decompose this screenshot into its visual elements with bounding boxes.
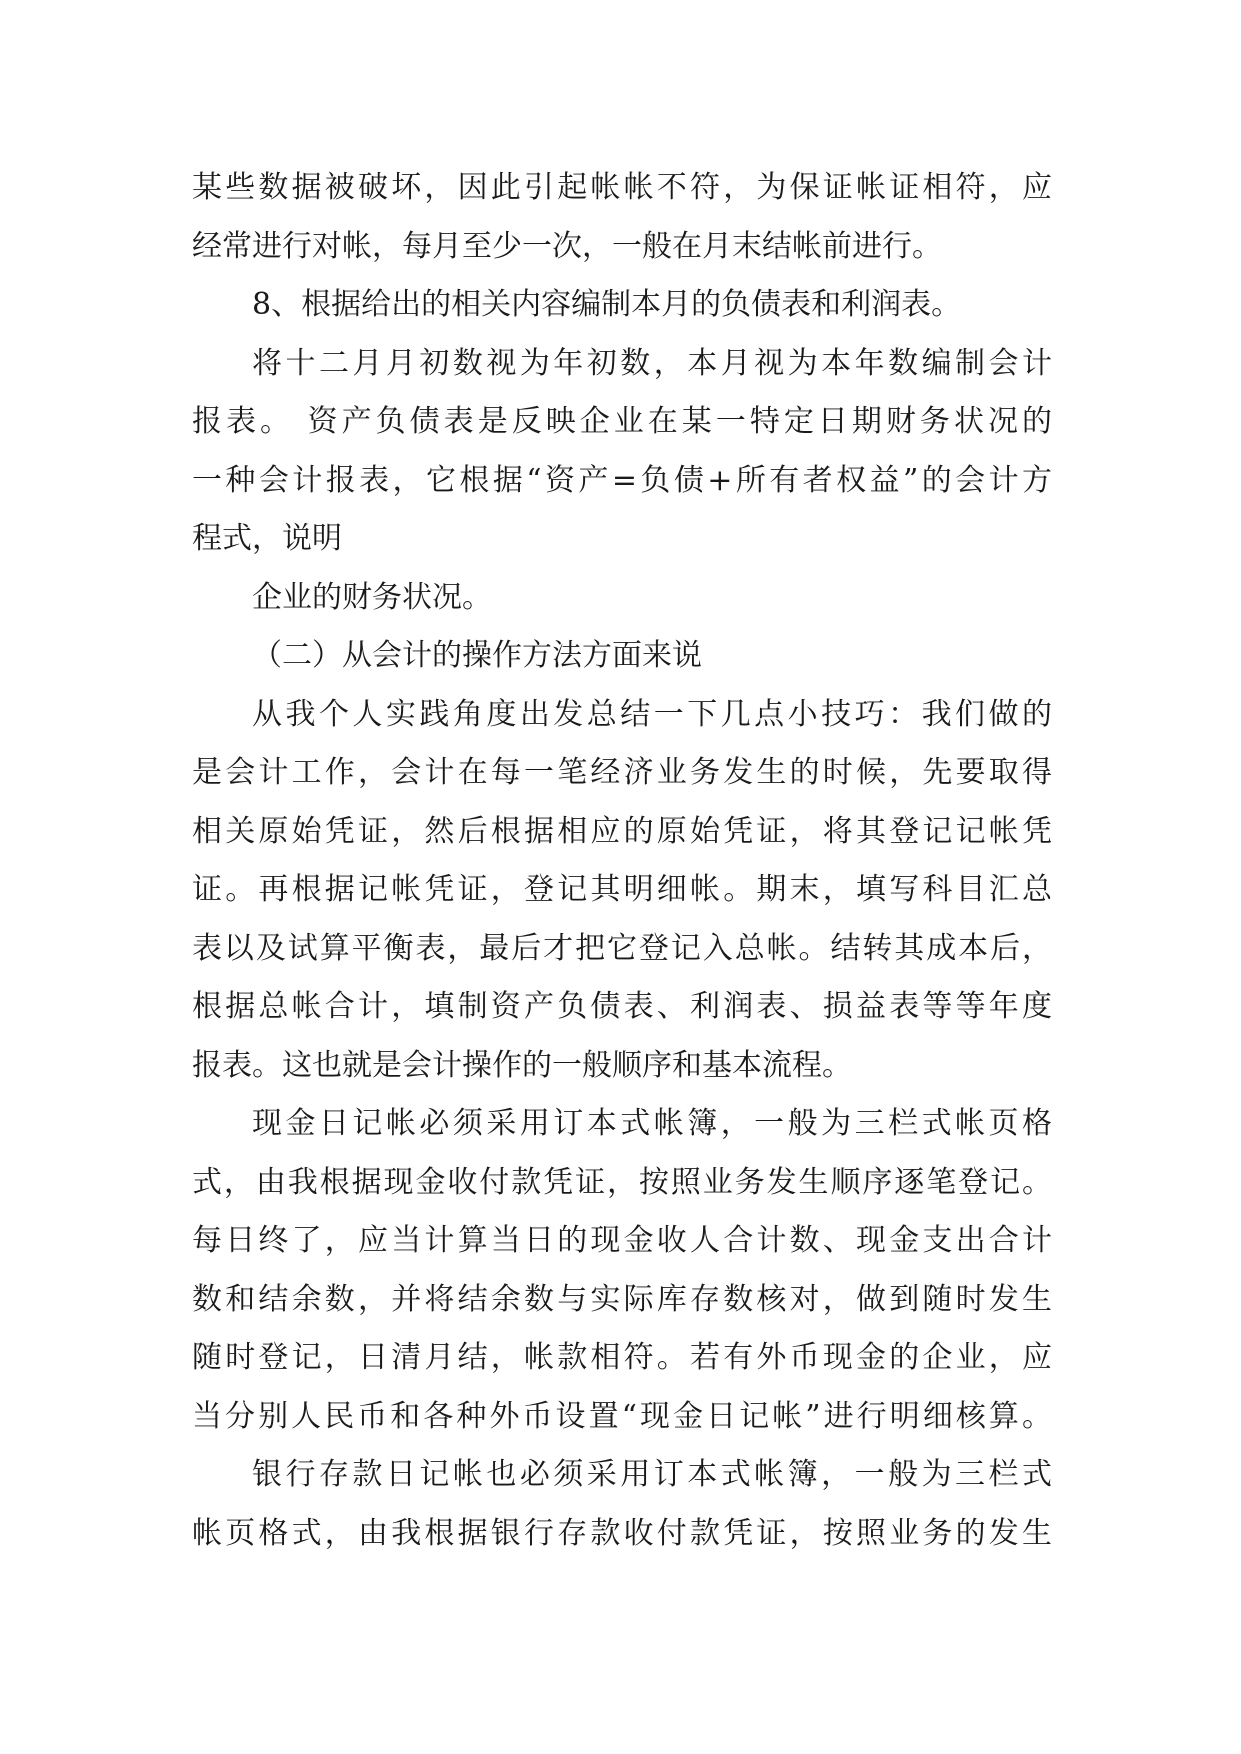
text-line: 经常进行对帐，每月至少一次，一般在月末结帐前进行。 — [192, 229, 942, 264]
text-line: 证。再根据记帐凭证，登记其明细帐。期末，填写科目汇总 — [192, 872, 1052, 907]
text-line: 现金日记帐必须采用订本式帐簿，一般为三栏式帐页格 — [252, 1106, 1052, 1141]
text-line: 程式，说明 — [192, 521, 342, 556]
text-line: 帐页格式，由我根据银行存款收付款凭证，按照业务的发生 — [192, 1516, 1052, 1551]
text-line: 式，由我根据现金收付款凭证，按照业务发生顺序逐笔登记。 — [192, 1165, 1052, 1200]
section-heading: （二）从会计的操作方法方面来说 — [252, 638, 702, 673]
text-line: 数和结余数，并将结余数与实际库存数核对，做到随时发生 — [192, 1282, 1052, 1317]
text-line: 当分别人民币和各种外币设置“现金日记帐”进行明细核算。 — [192, 1399, 1052, 1434]
text-line: 一种会计报表，它根据“资产=负债+所有者权益”的会计方 — [192, 463, 1052, 498]
text-line: 每日终了，应当计算当日的现金收人合计数、现金支出合计 — [192, 1223, 1052, 1258]
text-line: 相关原始凭证，然后根据相应的原始凭证，将其登记记帐凭 — [192, 814, 1052, 849]
text-line: 企业的财务状况。 — [252, 580, 492, 615]
text-line: 从我个人实践角度出发总结一下几点小技巧：我们做的 — [252, 697, 1052, 732]
section-item-heading: 8、根据给出的相关内容编制本月的负债表和利润表。 — [252, 287, 962, 322]
text-line: 根据总帐合计，填制资产负债表、利润表、损益表等等年度 — [192, 989, 1052, 1024]
text-line: 报表。 资产负债表是反映企业在某一特定日期财务状况的 — [192, 404, 1052, 439]
text-line: 某些数据被破坏，因此引起帐帐不符，为保证帐证相符，应 — [192, 170, 1052, 205]
text-line: 银行存款日记帐也必须采用订本式帐簿，一般为三栏式 — [252, 1457, 1052, 1492]
text-line: 报表。这也就是会计操作的一般顺序和基本流程。 — [192, 1048, 852, 1083]
text-line: 是会计工作，会计在每一笔经济业务发生的时候，先要取得 — [192, 755, 1052, 790]
text-line: 表以及试算平衡表，最后才把它登记入总帐。结转其成本后， — [192, 931, 1052, 966]
text-line: 将十二月月初数视为年初数，本月视为本年数编制会计 — [252, 346, 1052, 381]
text-line: 随时登记，日清月结，帐款相符。若有外币现金的企业，应 — [192, 1340, 1052, 1375]
